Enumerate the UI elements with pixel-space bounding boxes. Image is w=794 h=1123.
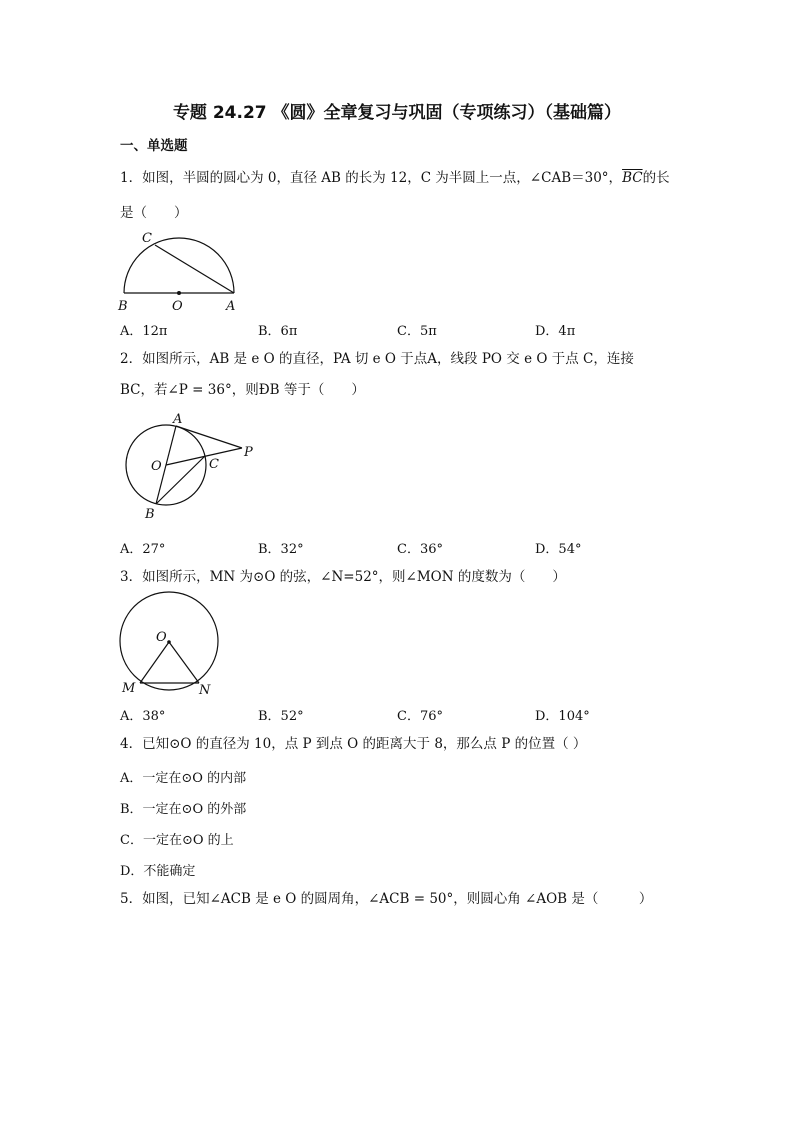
q3-radius-on (169, 642, 199, 683)
q1-label-b: B (118, 299, 128, 314)
q2-segment-bc (156, 456, 205, 504)
q5-stem-line1: 5．如图，已知∠ACB 是 e O 的圆周角，∠ACB = 50°，则圆心角 ∠AOB 是（ ） (120, 891, 653, 907)
q1-semicircle-arc (124, 238, 234, 293)
q3-option-b[interactable]: B．52° (258, 709, 304, 724)
q4-option-d[interactable]: D．不能确定 (120, 864, 196, 879)
q3-option-d[interactable]: D．104° (535, 709, 590, 724)
q2-stem-line1: 2．如图所示，AB 是 e O 的直径，PA 切 e O 于点A，线段 PO 交 e O 于点 C，连接 (120, 351, 634, 367)
q1-stem-line2: 是（ ） (120, 205, 188, 221)
q1-option-d[interactable]: D．4π (535, 324, 576, 339)
q3-label-o: O (156, 630, 167, 645)
q1-center-dot (177, 291, 181, 295)
q2-label-a: A (173, 412, 183, 427)
q2-option-c[interactable]: C．36° (397, 542, 443, 557)
q4-stem-line1: 4．已知⊙O 的直径为 10，点 P 到点 O 的距离大于 8，那么点 P 的位置（ ） (120, 736, 587, 752)
q3-stem-line1: 3．如图所示，MN 为⊙O 的弦，∠N=52°，则∠MON 的度数为（ ） (120, 569, 566, 585)
q1-option-a[interactable]: A．12π (120, 324, 168, 339)
q2-stem-line2: BC，若∠P = 36°，则ÐB 等于（ ） (120, 382, 365, 398)
q2-tangent-pa (176, 426, 242, 448)
q1-arc-label: $\overline{BC}$ (622, 170, 643, 186)
q1-label-o: O (172, 299, 183, 314)
q2-label-o: O (151, 459, 162, 474)
q4-option-c[interactable]: C．一定在⊙O 的上 (120, 833, 234, 848)
section-heading: 一、单选题 (120, 138, 188, 154)
q1-label-c: C (142, 231, 152, 246)
q1-label-a: A (226, 299, 236, 314)
q1-stem-text: 1．如图，半圆的圆心为 0，直径 AB 的长为 12，C 为半圆上一点，∠CAB＝30°， (120, 170, 623, 186)
q2-option-a[interactable]: A．27° (120, 542, 166, 557)
q1-chord-ca (155, 245, 234, 293)
page-title: 专题 24.27 《圆》全章复习与巩固（专项练习）（基础篇） (172, 103, 622, 123)
q3-radius-om (140, 642, 169, 683)
q2-option-b[interactable]: B．32° (258, 542, 304, 557)
q3-option-c[interactable]: C．76° (397, 709, 443, 724)
q1-stem-end: 的长 (642, 170, 670, 186)
q3-label-n: N (199, 683, 211, 698)
q2-label-c: C (209, 457, 219, 472)
q3-option-a[interactable]: A．38° (120, 709, 166, 724)
q1-stem-line1 (120, 170, 670, 186)
q2-label-p: P (244, 445, 253, 460)
q4-option-a[interactable]: A．一定在⊙O 的内部 (120, 771, 247, 786)
q3-chord-figure (115, 596, 225, 700)
q3-label-m: M (122, 681, 136, 696)
q2-option-d[interactable]: D．54° (535, 542, 582, 557)
q1-option-c[interactable]: C．5π (397, 324, 437, 339)
q1-semicircle-figure (112, 225, 247, 315)
q4-option-b[interactable]: B．一定在⊙O 的外部 (120, 802, 247, 817)
q3-center-dot (167, 640, 171, 644)
q2-label-b: B (145, 507, 155, 522)
q1-option-b[interactable]: B．6π (258, 324, 298, 339)
q2-tangent-figure (115, 410, 265, 525)
